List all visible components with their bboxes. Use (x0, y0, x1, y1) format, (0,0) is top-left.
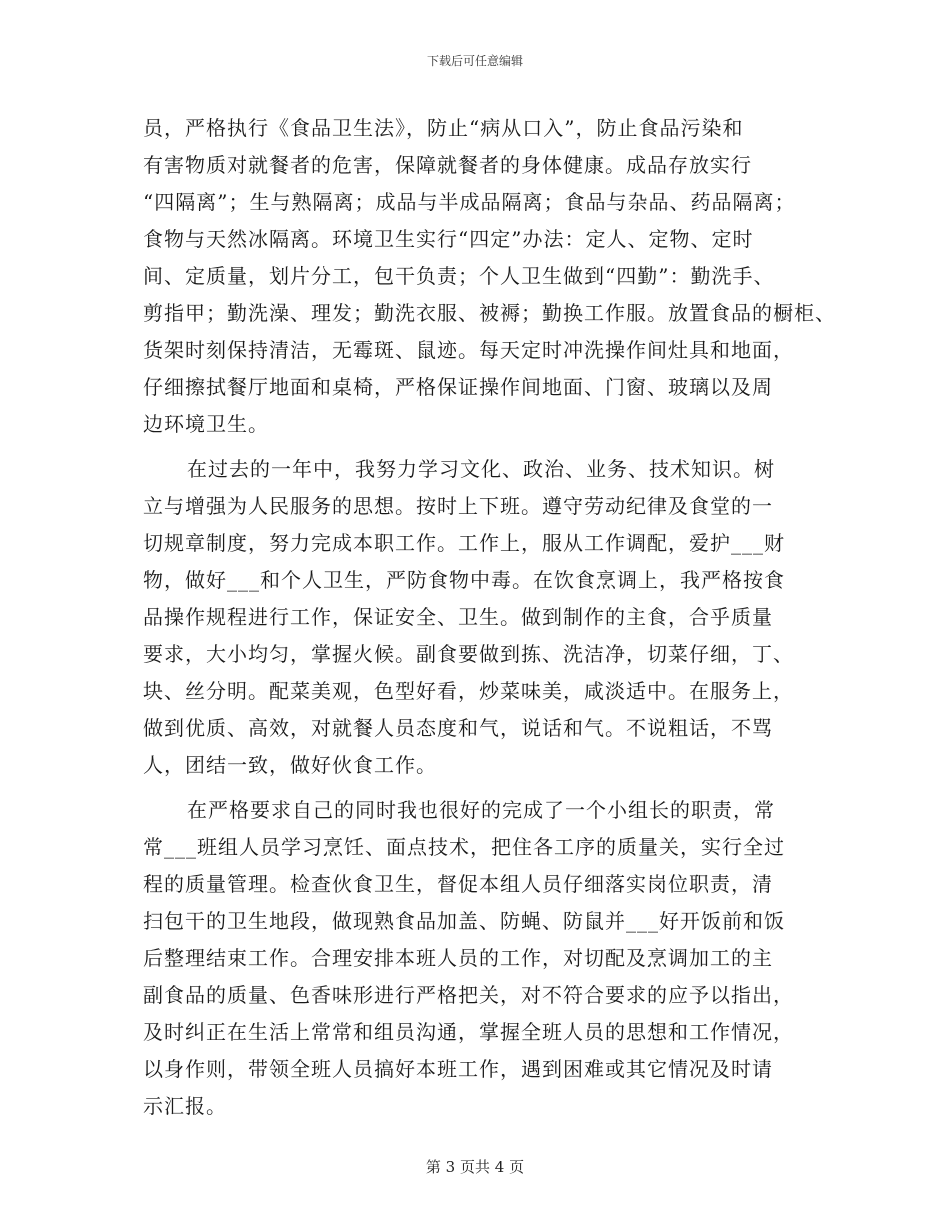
text-line: 在过去的一年中，我努力学习文化、政治、业务、技术知识。树 (187, 457, 775, 481)
text-line: 副食品的质量、色香味形进行严格把关，对不符合要求的应予以指出， (143, 983, 794, 1007)
text-line: 物，做好___和个人卫生，严防食物中毒。在饮食烹调上，我严格按食 (143, 568, 785, 592)
text-line: 品操作规程进行工作，保证安全、卫生。做到制作的主食，合乎质量 (143, 605, 773, 629)
text-line: 及时纠正在生活上常常和组员沟通，掌握全班人员的思想和工作情况， (143, 1020, 794, 1044)
text-line: 常___班组人员学习烹饪、面点技术，把住各工序的质量关，实行全过 (143, 835, 785, 859)
text-line: 以身作则，带领全班人员搞好本班工作，遇到困难或其它情况及时请 (143, 1057, 773, 1081)
text-line: 扫包干的卫生地段，做现熟食品加盖、防蝇、防鼠并___好开饭前和饭 (143, 909, 785, 933)
page-number-footer: 第 3 页共 4 页 (425, 1158, 525, 1176)
text-line: 后整理结束工作。合理安排本班人员的工作，对切配及烹调加工的主 (143, 946, 773, 970)
paragraph-2 (143, 451, 815, 784)
text-line: 货架时刻保持清洁，无霉斑、鼠迹。每天定时冲洗操作间灶具和地面， (143, 338, 794, 362)
text-line: 做到优质、高效，对就餐人员态度和气，说话和气。不说粗话，不骂 (143, 716, 773, 740)
text-line: 人，团结一致，做好伙食工作。 (143, 753, 437, 777)
text-line: “四隔离”；生与熟隔离；成品与半成品隔离；食品与杂品、药品隔离； (143, 190, 796, 214)
text-line: 边环境卫生。 (143, 412, 269, 436)
paragraph-3 (143, 792, 815, 1125)
text-line: 块、丝分明。配菜美观，色型好看，炒菜味美，咸淡适中。在服务上， (143, 679, 794, 703)
text-line: 间、定质量，划片分工，包干负责；个人卫生做到“四勤”：勤洗手、 (143, 264, 775, 288)
text-line: 要求，大小均匀，掌握火候。副食要做到拣、洗洁净，切菜仔细，丁、 (143, 642, 794, 666)
text-line: 示汇报。 (143, 1094, 227, 1118)
text-line: 员，严格执行《食品卫生法》，防止“病从口入”，防止食品污染和 (143, 116, 744, 140)
paragraph-1 (143, 110, 836, 443)
text-line: 切规章制度，努力完成本职工作。工作上，服从工作调配，爱护___财 (143, 531, 785, 555)
text-line: 仔细擦拭餐厅地面和桌椅，严格保证操作间地面、门窗、玻璃以及周 (143, 375, 773, 399)
page-header: 下载后可任意编辑 (426, 54, 523, 68)
text-line: 有害物质对就餐者的危害，保障就餐者的身体健康。成品存放实行 (143, 153, 752, 177)
text-line: 程的质量管理。检查伙食卫生，督促本组人员仔细落实岗位职责，清 (143, 872, 773, 896)
text-line: 食物与天然冰隔离。环境卫生实行“四定”办法：定人、定物、定时 (143, 227, 754, 251)
document-body (143, 110, 836, 1125)
text-line: 在严格要求自己的同时我也很好的完成了一个小组长的职责，常 (187, 798, 775, 822)
text-line: 立与增强为人民服务的思想。按时上下班。遵守劳动纪律及食堂的一 (143, 494, 773, 518)
text-line: 剪指甲；勤洗澡、理发；勤洗衣服、被褥；勤换工作服。放置食品的橱柜、 (143, 301, 836, 325)
